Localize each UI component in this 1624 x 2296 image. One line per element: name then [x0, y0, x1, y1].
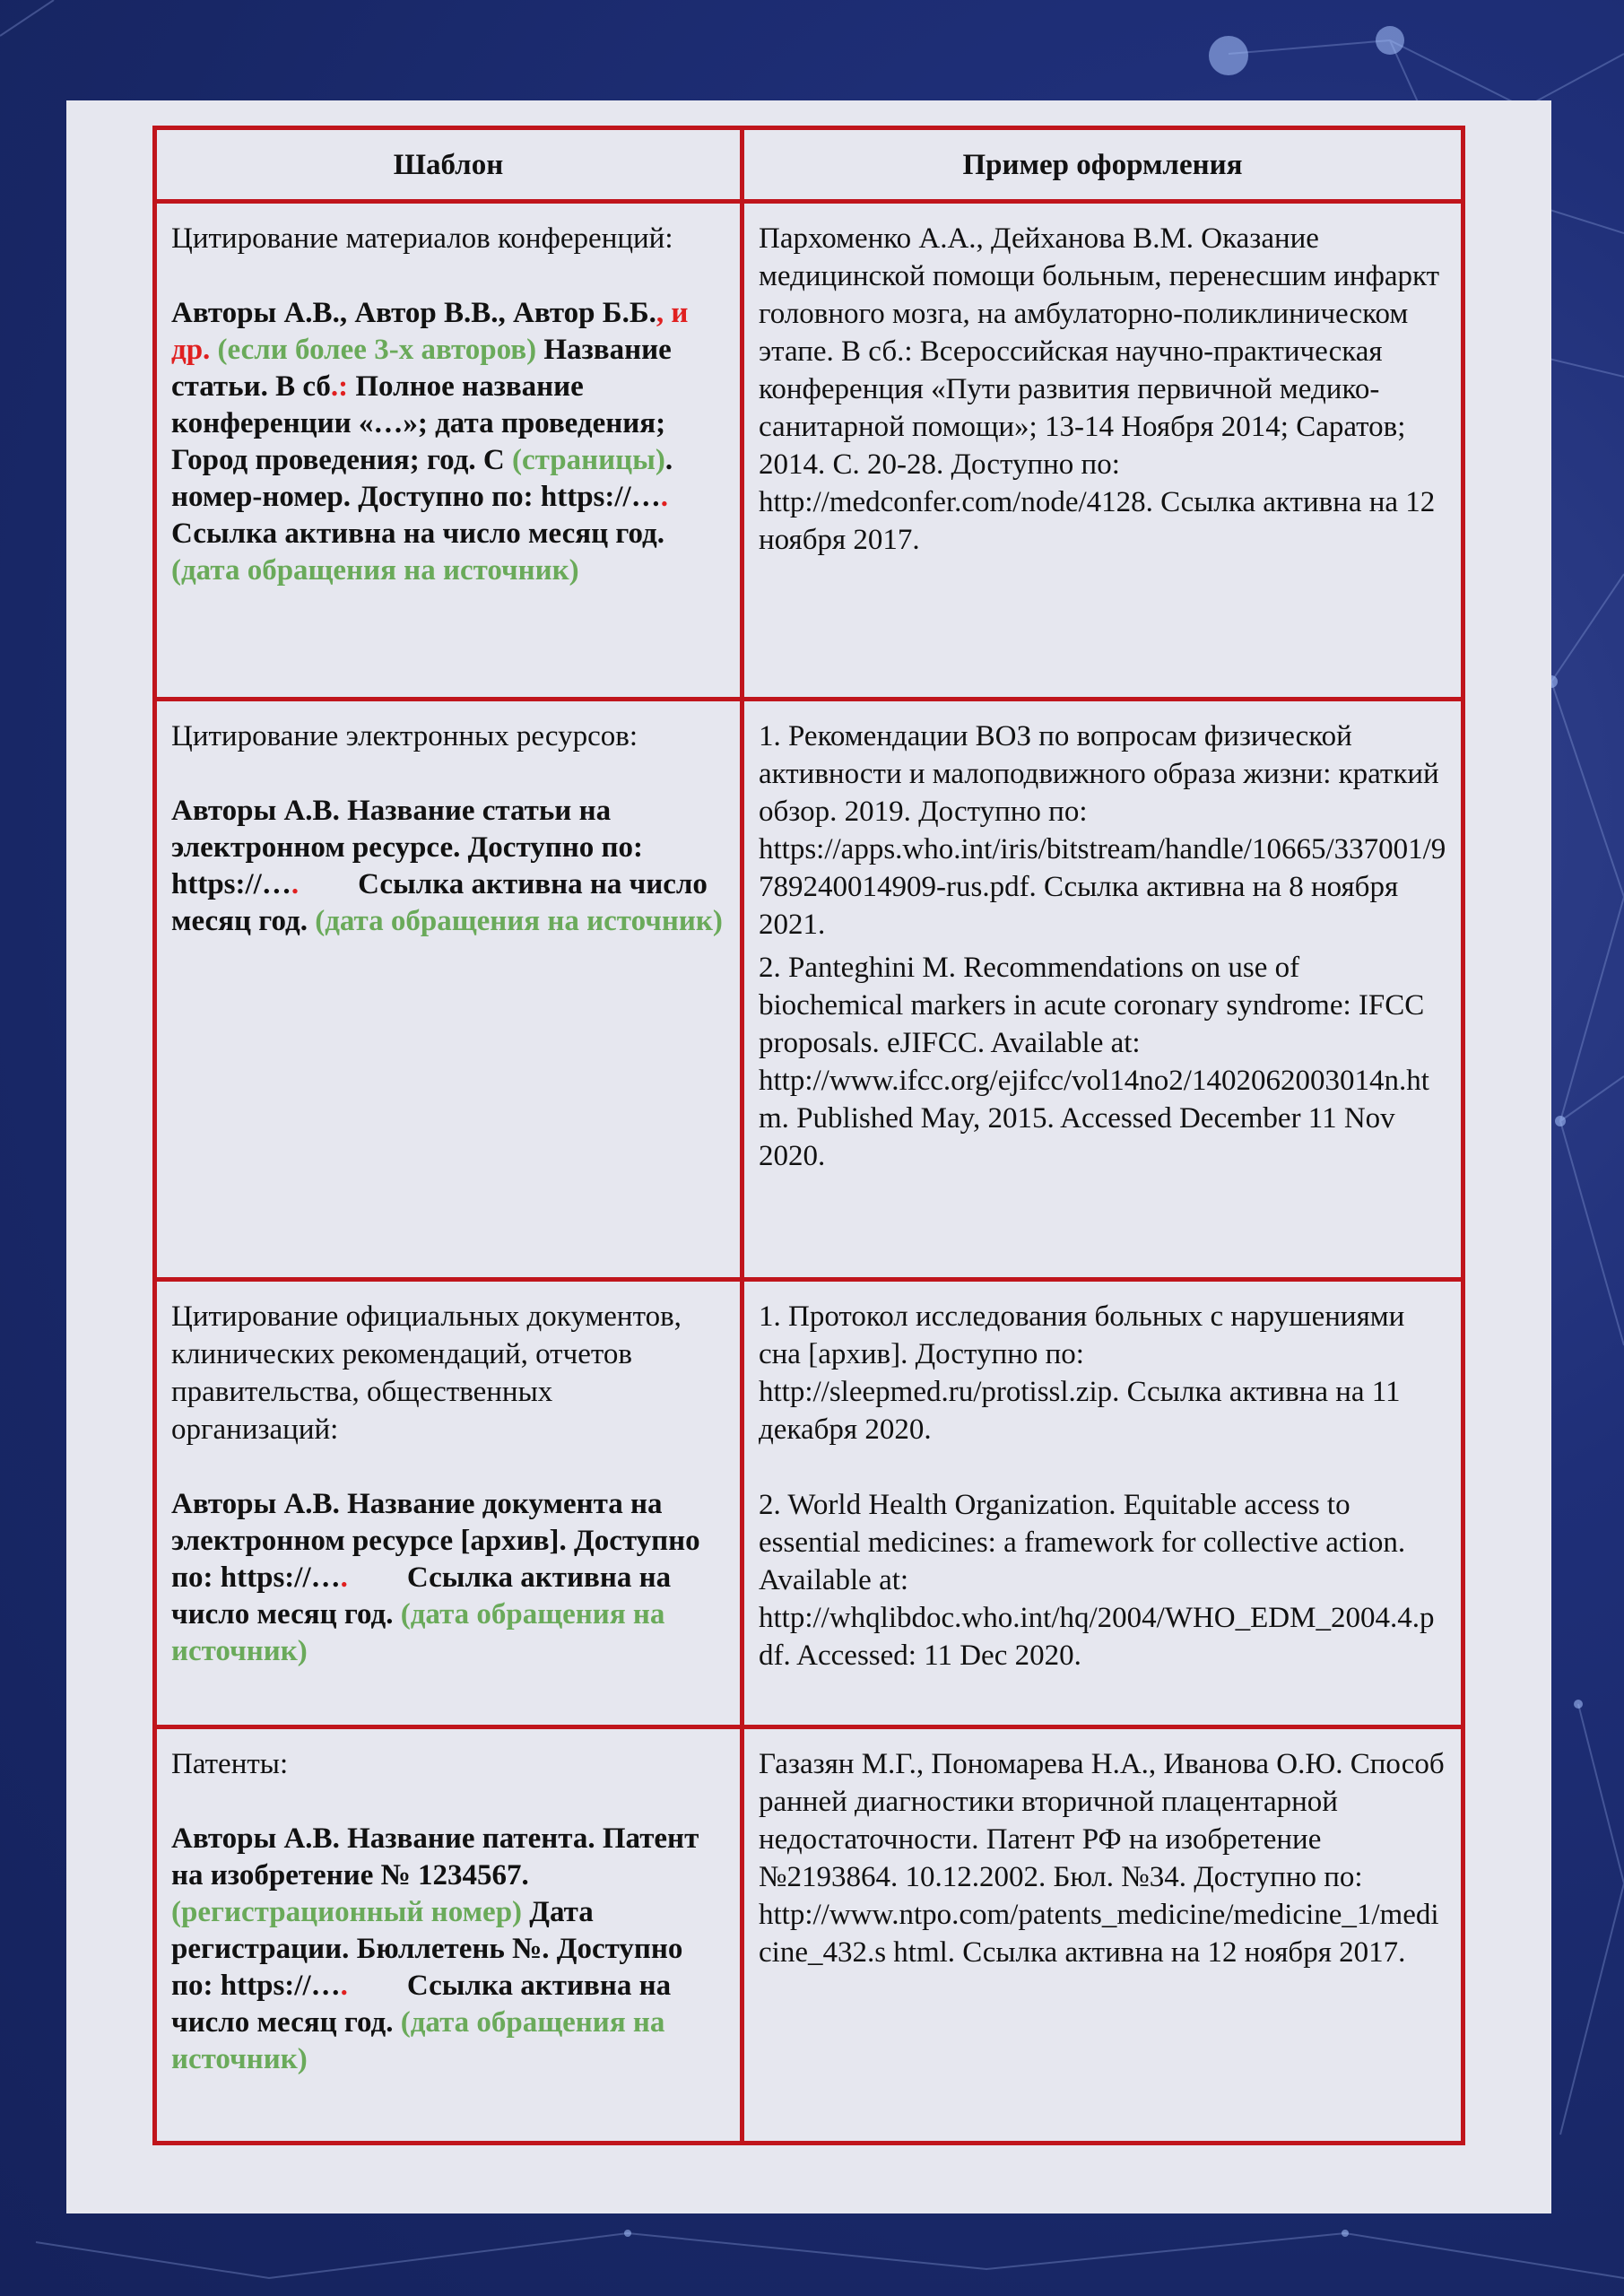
template-segment: .:: [330, 370, 349, 403]
table-row: [155, 202, 1463, 700]
document-page: [66, 100, 1551, 2213]
template-segment: Полное название конференции «…»; дата проведения; Город проведения; год. С: [171, 370, 666, 476]
row-category: Цитирование официальных документов, клинических рекомендаций, отчетов правительства, общественных организаций:: [171, 1300, 682, 1446]
row-category: Цитирование материалов конференций:: [171, 222, 673, 255]
template-segment: Ссылка активна на число месяц год.: [171, 1561, 672, 1631]
example-text: 2. World Health Organization. Equitable access to essential medicines: a framework for collective action. Available at: http://whqlibdoc.who.int/hq/2004/WHO_EDM_2004.4.pdf. Accessed: 11 Dec 2020.: [759, 1489, 1435, 1672]
row-template: [171, 1486, 725, 1670]
template-segment: и др.: [171, 297, 689, 366]
row-template: [171, 1821, 725, 2078]
template-segment: .: [291, 868, 300, 900]
example-text: Пархоменко А.А., Дейханова В.М. Оказание медицинской помощи больным, перенесшим инфаркт головного мозга, на амбулаторно-поликлиническом этапе. В сб.: Всероссийская научно-практическая конференция «Пути развития первичной медико-санитарной помощи»; 13-14 Ноября 2014; Саратов; 2014. С. 20-28. Доступно по: http://medconfer.com/node/4128. Ссылка активна на 12 ноября 2017.: [759, 222, 1440, 556]
example-text: 1. Протокол исследования больных с нарушениями сна [архив]. Доступно по: http://sleepmed.ru/protissl.zip. Ссылка активна на 11 декабря 2020.: [759, 1300, 1405, 1446]
template-segment: (дата обращения на источник): [171, 1598, 665, 1667]
table-header-row: [155, 128, 1463, 202]
template-segment: Авторы А.В. Название статьи на электронном ресурсе. Доступно по: https://…: [171, 795, 644, 900]
row-examples: [743, 202, 1463, 700]
template-segment: .: [340, 1561, 348, 1594]
table-row: [155, 1727, 1463, 2144]
template-segment: Авторы А.В. Название документа на электронном ресурсе [архив]. Доступно по: https://…: [171, 1488, 700, 1594]
row-examples: [743, 700, 1463, 1280]
row-category: Цитирование электронных ресурсов:: [171, 720, 638, 752]
table-row: [155, 1280, 1463, 1727]
template-segment: (регистрационный номер): [171, 1896, 523, 1928]
row-category: Патенты:: [171, 1748, 289, 1780]
template-segment: (если более 3-х авторов): [210, 334, 537, 366]
template-segment: Авторы А.В. Название патента. Патент на изобретение № 1234567.: [171, 1822, 699, 1892]
template-segment: .: [660, 481, 668, 513]
template-segment: Авторы А.В., Автор В.В., Автор Б.Б.: [171, 297, 656, 329]
table-row: [155, 700, 1463, 1280]
template-segment: ,: [656, 297, 664, 329]
template-segment: Дата регистрации. Бюллетень №. Доступно по: https://…: [171, 1896, 683, 2002]
template-segment: Ссылка активна на число месяц год.: [171, 868, 708, 937]
row-template: [171, 295, 725, 589]
row-examples: [743, 1727, 1463, 2144]
template-segment: (дата обращения на источник): [171, 554, 579, 587]
example-text: Газазян М.Г., Пономарева Н.А., Иванова О.Ю. Способ ранней диагностики вторичной плацентарной недостаточности. Патент РФ на изобретение №2193864. 10.12.2002. Бюл. №34. Доступно по: http://www.ntpo.com/patents_medicine/medicine_1/medicine_432.s html. Ссылка активна на 12 ноября 2017.: [759, 1748, 1445, 1969]
row-examples: [743, 1280, 1463, 1727]
template-segment: Ссылка активна на число месяц год.: [171, 481, 720, 550]
template-segment: (дата обращения на источник): [315, 905, 723, 937]
template-segment: . номер-номер. Доступно по: https://…: [171, 444, 673, 513]
template-segment: Ссылка активна на число месяц год.: [171, 1970, 672, 2039]
header-template: Шаблон: [155, 128, 743, 202]
citation-template-table: [152, 126, 1465, 2145]
template-segment: (страницы): [511, 444, 665, 476]
example-text: 2. Panteghini M. Recommendations on use of biochemical markers in acute coronary syndrome: IFCC proposals. eJIFCC. Available at: http://www.ifcc.org/ejifcc/vol14no2/1402062003014n.htm. Published May, 2015. Accessed December 11 Nov 2020.: [759, 952, 1429, 1172]
header-example: Пример оформления: [743, 128, 1463, 202]
example-text: 1. Рекомендации ВОЗ по вопросам физической активности и малоподвижного образа жизни: краткий обзор. 2019. Доступно по: https://apps.who.int/iris/bitstream/handle/10665/337001/9789240014909-rus.pdf. Ссылка активна на 8 ноября 2021.: [759, 720, 1446, 941]
template-segment: .: [340, 1970, 348, 2002]
template-segment: Название статьи. В сб: [171, 334, 672, 403]
template-segment: (дата обращения на источник): [171, 2006, 665, 2075]
row-template: [171, 793, 725, 940]
